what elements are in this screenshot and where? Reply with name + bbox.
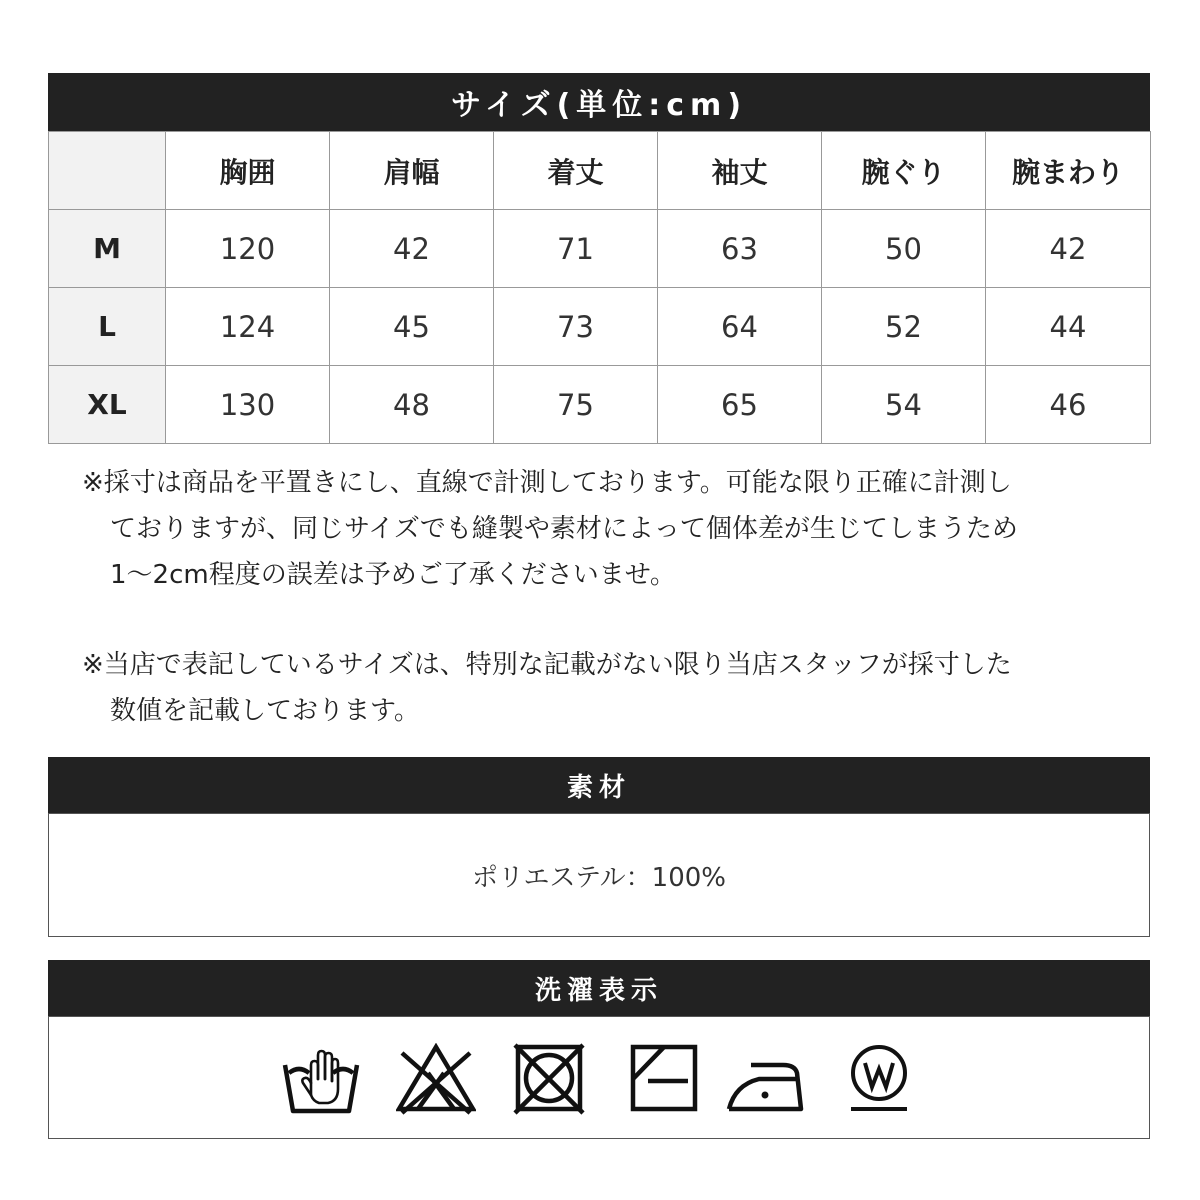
table-row xyxy=(49,366,1151,444)
table-cell: 64 xyxy=(658,288,822,366)
size-table-header-row xyxy=(49,132,1151,210)
table-cell: 75 xyxy=(494,366,658,444)
note-line: 1～2cm程度の誤差は予めご了承くださいませ。 xyxy=(110,560,676,590)
table-cell: 130 xyxy=(166,366,330,444)
iron-low-temp-icon xyxy=(725,1043,805,1115)
size-label: M xyxy=(49,210,166,288)
hand-wash-icon xyxy=(281,1043,361,1115)
table-cell: 63 xyxy=(658,210,822,288)
size-table-corner-cell xyxy=(49,132,166,210)
table-cell: 65 xyxy=(658,366,822,444)
material-box xyxy=(48,813,1150,937)
table-cell: 44 xyxy=(986,288,1151,366)
column-header-armhole: 腕ぐり xyxy=(822,132,986,210)
column-header-length: 着丈 xyxy=(494,132,658,210)
size-section-title: サイズ(単位:cm) xyxy=(48,73,1150,131)
line-dry-shade-icon xyxy=(624,1043,704,1115)
table-row xyxy=(49,288,1151,366)
table-cell: 73 xyxy=(494,288,658,366)
note-line: ておりますが、同じサイズでも縫製や素材によって個体差が生じてしまうため xyxy=(110,514,1018,544)
table-cell: 42 xyxy=(986,210,1151,288)
column-header-sleeve: 袖丈 xyxy=(658,132,822,210)
no-tumble-dry-icon xyxy=(509,1043,589,1115)
note-line: 数値を記載しております。 xyxy=(110,696,420,726)
care-section-title: 洗濯表示 xyxy=(48,960,1150,1016)
size-source-note xyxy=(82,642,1162,734)
note-line: ※採寸は商品を平置きにし、直線で計測しております。可能な限り正確に計測し xyxy=(82,468,1012,498)
note-line: ※当店で表記しているサイズは、特別な記載がない限り当店スタッフが採寸した xyxy=(82,650,1012,680)
table-row xyxy=(49,210,1151,288)
material-section-title: 素材 xyxy=(48,757,1150,813)
table-cell: 48 xyxy=(330,366,494,444)
table-cell: 52 xyxy=(822,288,986,366)
table-cell: 45 xyxy=(330,288,494,366)
table-cell: 42 xyxy=(330,210,494,288)
care-symbols-box xyxy=(48,1016,1150,1139)
material-text: ポリエステル：100% xyxy=(472,862,726,893)
table-cell: 54 xyxy=(822,366,986,444)
measurement-note xyxy=(82,460,1162,598)
no-bleach-icon xyxy=(396,1043,476,1115)
wet-cleaning-icon xyxy=(839,1043,919,1115)
column-header-shoulder: 肩幅 xyxy=(330,132,494,210)
table-cell: 46 xyxy=(986,366,1151,444)
table-cell: 71 xyxy=(494,210,658,288)
table-cell: 120 xyxy=(166,210,330,288)
size-label: XL xyxy=(49,366,166,444)
column-header-arm-circumference: 腕まわり xyxy=(986,132,1151,210)
table-cell: 124 xyxy=(166,288,330,366)
table-cell: 50 xyxy=(822,210,986,288)
column-header-chest: 胸囲 xyxy=(166,132,330,210)
size-table xyxy=(48,131,1151,444)
size-label: L xyxy=(49,288,166,366)
